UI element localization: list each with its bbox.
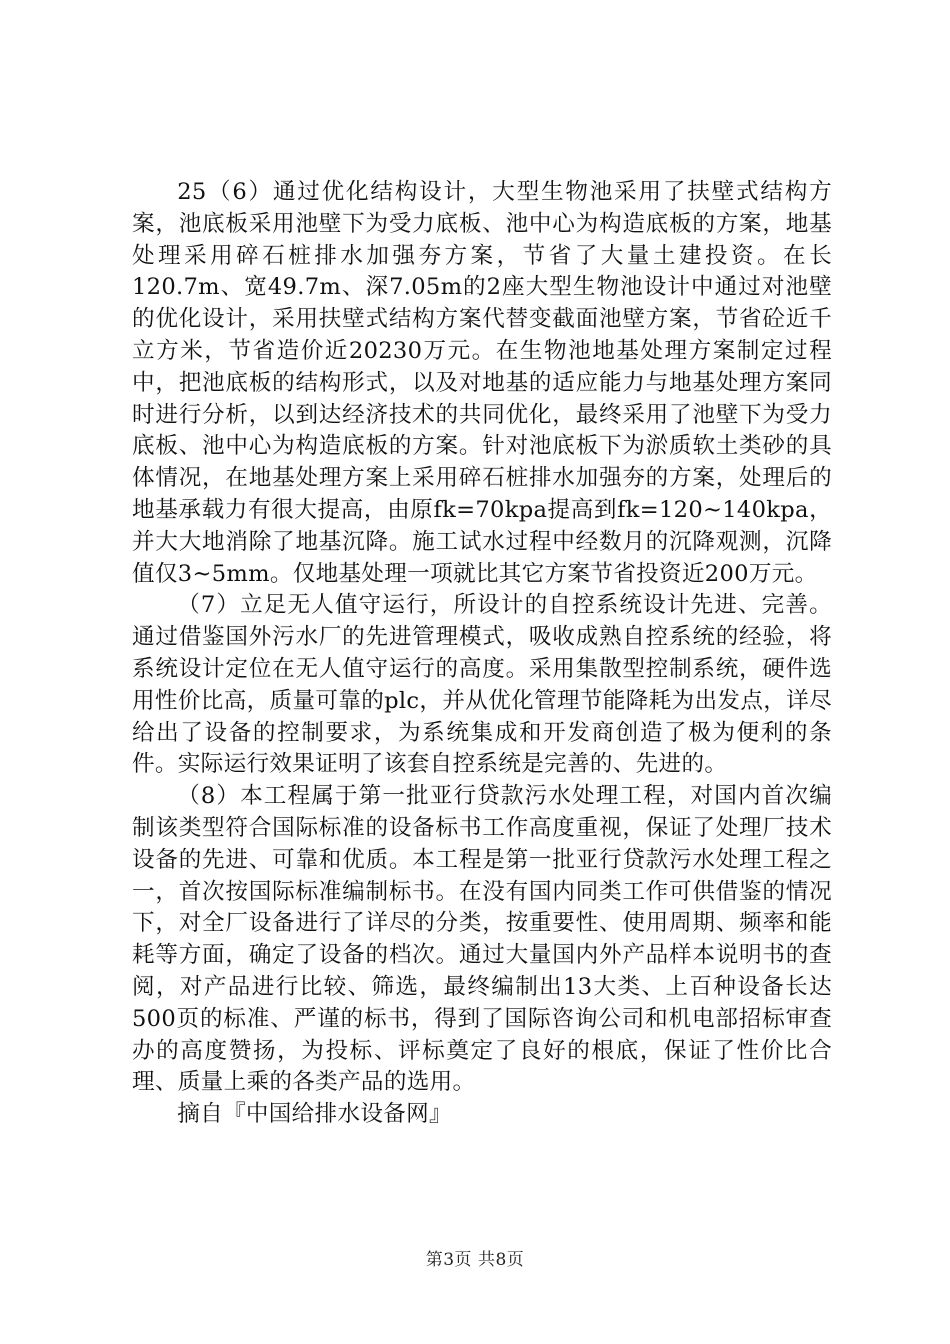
- page-number-footer: 第3页 共8页: [425, 1250, 525, 1270]
- source-attribution: 摘自『中国给排水设备网』: [177, 1101, 452, 1128]
- document-body: [132, 177, 832, 1131]
- paragraph-equipment-tender: （8）本工程属于第一批亚行贷款污水处理工程，对国内首次编制该类型符合国际标准的设备标书工作高度重视，保证了处理厂技术设备的先进、可靠和优质。本工程是第一批亚行贷款污水处理工程之一，首次按国际标准编制标书。在没有国内同类工作可供借鉴的情况下，对全厂设备进行了详尽的分类，按重要性、使用周期、频率和能耗等方面，确定了设备的档次。通过大量国内外产品样本说明书的查阅，对产品进行比较、筛选，最终编制出13大类、上百种设备长达500页的标准、严谨的标书，得到了国际咨询公司和机电部招标审查办的高度赞扬，为投标、评标奠定了良好的根底，保证了性价比合理、质量上乘的各类产品的选用。: [132, 783, 832, 1096]
- paragraph-structure-design: 25（6）通过优化结构设计，大型生物池采用了扶壁式结构方案，池底板采用池壁下为受力底板、池中心为构造底板的方案，地基处理采用碎石桩排水加强夯方案，节省了大量土建投资。在长120.7m、宽49.7m、深7.05m的2座大型生物池设计中通过对池壁的优化设计，采用扶壁式结构方案代替变截面池壁方案，节省砼近千立方米，节省造价近20230万元。在生物池地基处理方案制定过程中，把池底板的结构形式，以及对地基的适应能力与地基处理方案同时进行分析，以到达经济技术的共同优化，最终采用了池壁下为受力底板、池中心为构造底板的方案。针对池底板下为淤质软土类砂的具体情况，在地基处理方案上采用碎石桩排水加强夯的方案，处理后的地基承载力有很大提高，由原fk=70kpa提高到fk=120~140kpa，并大大地消除了地基沉降。施工试水过程中经数月的沉降观测，沉降值仅3~5mm。仅地基处理一项就比其它方案节省投资近200万元。: [132, 179, 832, 587]
- paragraph-control-system: （7）立足无人值守运行，所设计的自控系统设计先进、完善。通过借鉴国外污水厂的先进管理模式，吸收成熟自控系统的经验，将系统设计定位在无人值守运行的高度。采用集散型控制系统，硬件选用性价比高，质量可靠的plc，并从优化管理节能降耗为出发点，详尽给出了设备的控制要求，为系统集成和开发商创造了极为便利的条件。实际运行效果证明了该套自控系统是完善的、先进的。: [132, 592, 832, 778]
